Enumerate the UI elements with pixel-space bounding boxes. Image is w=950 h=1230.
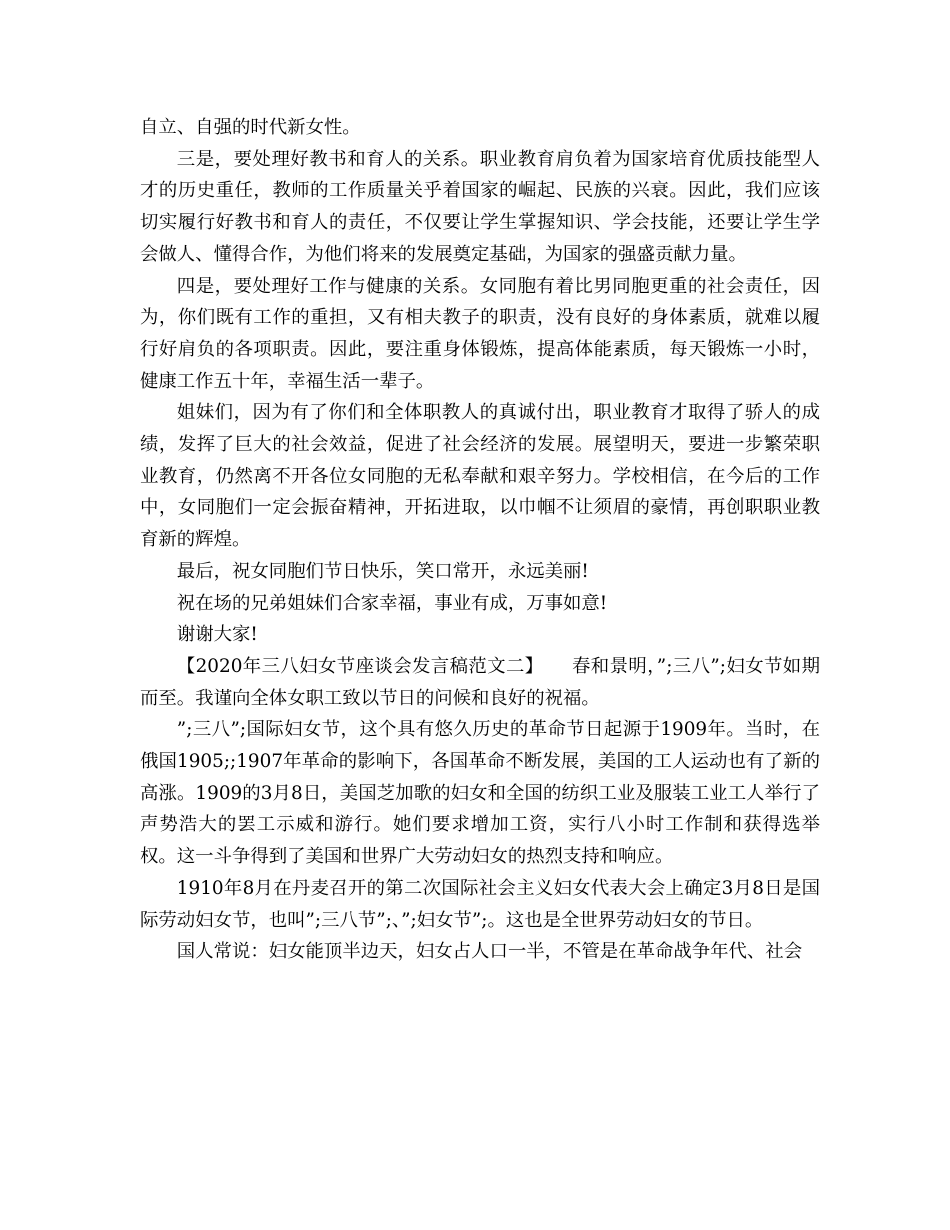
paragraph-teaching-and-educating: 三是，要处理好教书和育人的关系。职业教育肩负着为国家培育优质技能型人才的历史重任，教师的工作质量关乎着国家的崛起、民族的兴衰。因此，我们应该切实履行好教书和育人的责任，不仅要让学生掌握知识、学会技能，还要让学生学会做人、懂得合作，为他们将来的发展奠定基础，为国家的强盛贡献力量。 (140, 148, 820, 265)
paragraph-section-two-heading: 【2020年三八妇女节座谈会发言稿范文二】 春和景明，”;三八”;妇女节如期而至。我谨向全体女职工致以节日的问候和良好的祝福。 (140, 655, 820, 709)
paragraph-half-the-sky: 国人常说：妇女能顶半边天，妇女占人口一半，不管是在革命战争年代、社会 (176, 941, 803, 963)
paragraph-sisters: 姐妹们，因为有了你们和全体职教人的真诚付出，职业教育才取得了骄人的成绩，发挥了巨大的社会效益，促进了社会经济的发展。展望明天，要进一步繁荣职业教育，仍然离不开各位女同胞的无私奉献和艰辛努力。学校相信，在今后的工作中，女同胞们一定会振奋精神，开拓进取，以巾帼不让须眉的豪情，再创职职业教育新的辉煌。 (140, 402, 820, 551)
paragraph-continuation: 自立、自强的时代新女性。 (140, 117, 361, 138)
document-body (140, 112, 820, 968)
paragraph-origin-1909: ”;三八”;国际妇女节，这个具有悠久历史的革命节日起源于1909年。当时，在俄国1905;;1907年革命的影响下，各国革命不断发展，美国的工人运动也有了新的高涨。1909的3月8日，美国芝加歌的妇女和全国的纺织工业及服装工业工人举行了声势浩大的罢工示威和游行。她们要求增加工资，实行八小时工作制和获得选举权。这一斗争得到了美国和世界广大劳动妇女的热烈支持和响应。 (140, 719, 820, 868)
paragraph-wishes-family: 祝在场的兄弟姐妹们合家幸福，事业有成，万事如意! (176, 592, 608, 614)
paragraph-work-and-health: 四是，要处理好工作与健康的关系。女同胞有着比男同胞更重的社会责任，因为，你们既有工作的重担，又有相夫教子的职责，没有良好的身体素质，就难以履行好肩负的各项职责。因此，要注重身体锻炼，提高体能素质，每天锻炼一小时，健康工作五十年，幸福生活一辈子。 (140, 275, 820, 392)
paragraph-thanks: 谢谢大家! (176, 624, 258, 646)
paragraph-wishes-happy-holiday: 最后，祝女同胞们节日快乐，笑口常开，永远美丽! (176, 560, 589, 582)
paragraph-1910-conference: 1910年8月在丹麦召开的第二次国际社会主义妇女代表大会上确定3月8日是国际劳动妇女节，也叫”;三八节”;、”;妇女节”;。这也是全世界劳动妇女的节日。 (140, 877, 820, 931)
